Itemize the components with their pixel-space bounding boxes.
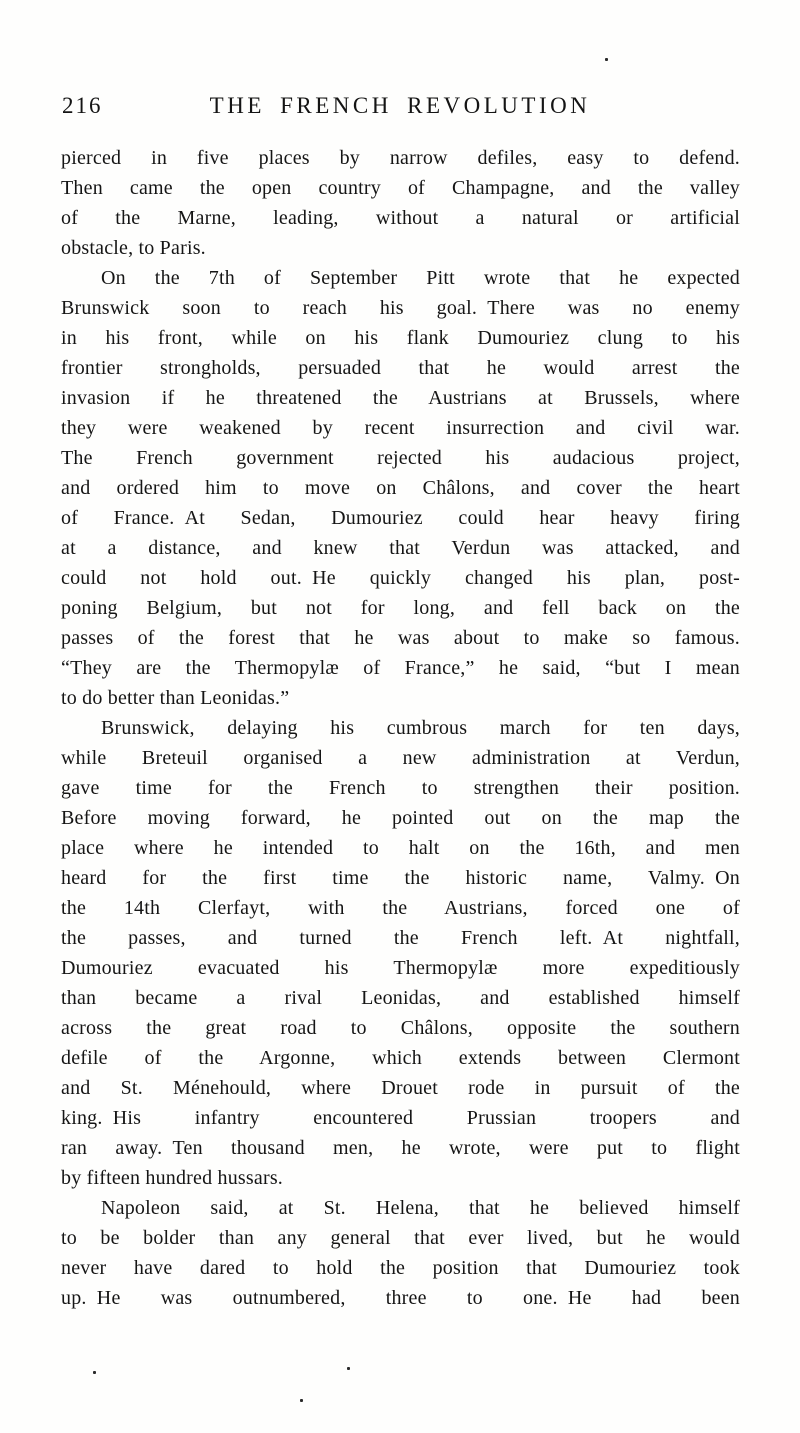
text-line: defile of the Argonne, which extends between Clermont [61, 1047, 740, 1069]
text-line: by fifteen hundred hussars. [61, 1167, 284, 1189]
text-line: than became a rival Leonidas, and established himself [61, 987, 740, 1009]
text-line: up. He was outnumbered, three to one. He had been [61, 1287, 740, 1309]
text-line: Then came the open country of Champagne, and the valley [61, 177, 740, 199]
text-line: Brunswick soon to reach his goal. There was no enemy [61, 297, 740, 319]
text-line: place where he intended to halt on the 16th, and men [61, 837, 740, 859]
text-line: The French government rejected his audacious project, [61, 447, 740, 469]
text-line: king. His infantry encountered Prussian troopers and [61, 1107, 740, 1129]
text-line: the 14th Clerfayt, with the Austrians, forced one of [61, 897, 740, 919]
text-line: the passes, and turned the French left. At nightfall, [61, 927, 740, 949]
text-line: Dumouriez evacuated his Thermopylæ more expeditiously [61, 957, 740, 979]
text-line: gave time for the French to strengthen their position. [61, 777, 740, 799]
scan-speck [93, 1371, 96, 1374]
scan-speck [605, 58, 608, 61]
text-line: while Breteuil organised a new administration at Verdun, [61, 747, 740, 769]
text-line: On the 7th of September Pitt wrote that he expected [101, 267, 740, 289]
text-line: heard for the first time the historic name, Valmy. On [61, 867, 740, 889]
text-line: could not hold out. He quickly changed his plan, post- [61, 567, 740, 589]
text-line: they were weakened by recent insurrection and civil war. [61, 417, 740, 439]
text-line: poning Belgium, but not for long, and fell back on the [61, 597, 740, 619]
text-line: and St. Ménehould, where Drouet rode in pursuit of the [61, 1077, 740, 1099]
page-header [0, 93, 800, 121]
text-line: and ordered him to move on Châlons, and cover the heart [61, 477, 740, 499]
text-line: passes of the forest that he was about to make so famous. [61, 627, 740, 649]
text-line: “They are the Thermopylæ of France,” he said, “but I mean [61, 657, 740, 679]
text-line: at a distance, and knew that Verdun was attacked, and [61, 537, 740, 559]
page-text [61, 143, 740, 1313]
scan-speck [300, 1399, 303, 1402]
text-line: to be bolder than any general that ever lived, but he would [61, 1227, 740, 1249]
text-line: Before moving forward, he pointed out on the map the [61, 807, 740, 829]
text-line: obstacle, to Paris. [61, 237, 206, 259]
scan-speck [347, 1367, 350, 1370]
text-line: pierced in five places by narrow defiles, easy to defend. [61, 147, 740, 169]
text-line: across the great road to Châlons, opposite the southern [61, 1017, 740, 1039]
text-line: of France. At Sedan, Dumouriez could hear heavy firing [61, 507, 740, 529]
text-line: in his front, while on his flank Dumouriez clung to his [61, 327, 740, 349]
running-title: THE FRENCH REVOLUTION [209, 93, 591, 118]
text-line: ran away. Ten thousand men, he wrote, were put to flight [61, 1137, 740, 1159]
text-line: to do better than Leonidas.” [61, 687, 290, 709]
text-line: frontier strongholds, persuaded that he would arrest the [61, 357, 740, 379]
text-line: never have dared to hold the position that Dumouriez took [61, 1257, 740, 1279]
text-line: of the Marne, leading, without a natural or artificial [61, 207, 740, 229]
page-number: 216 [62, 93, 103, 118]
text-line: invasion if he threatened the Austrians at Brussels, where [61, 387, 740, 409]
text-line: Brunswick, delaying his cumbrous march for ten days, [101, 717, 740, 739]
text-line: Napoleon said, at St. Helena, that he believed himself [101, 1197, 740, 1219]
